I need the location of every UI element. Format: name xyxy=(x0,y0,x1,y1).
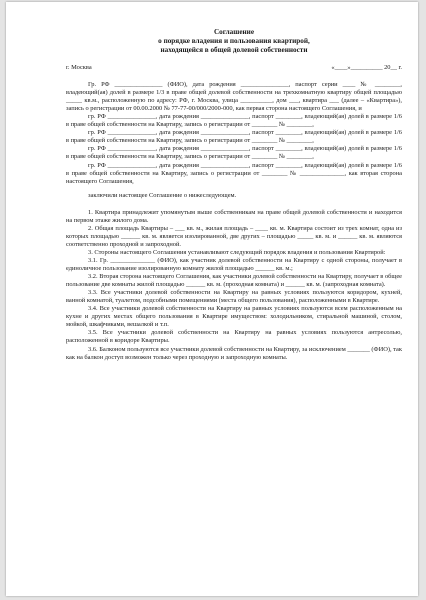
clause-3-5: 3.5. Все участники долевой собственности на Квартиру на равных условиях пользуются антресолью, расположенной в коридоре Квартиры. xyxy=(66,329,402,345)
place-date-line xyxy=(66,64,402,72)
clause-3-6: 3.6. Балконом пользуются все участники долевой собственности на Квартиру, за исключением _______ (ФИО), так как на балкон доступ возможен только через проходную и запроходную комнаты. xyxy=(66,345,402,361)
party-two-paragraph-2: гр. РФ _______________, дата рождения _______________, паспорт ________, владеющий(ая) долей в размере 1/6 в праве общей собственности на Квартиру, запись о регистрации от ________ № ________, xyxy=(66,129,402,145)
party-two-paragraph-4: гр. РФ _______________, дата рождения _______________, паспорт ________, владеющий(ая) долей в размере 1/6 в праве общей собственности на Квартиру, запись о регистрации от ________ № ______________, как вторая сторона настоящего Соглашения, xyxy=(66,161,402,185)
agreement-date: «____»__________ 20__ г. xyxy=(331,64,402,71)
party-two-paragraph-3: гр. РФ _______________, дата рождения _______________, паспорт ________, владеющий(ая) долей в размере 1/6 в праве общей собственности на Квартиру, запись о регистрации от ________ № ________, xyxy=(66,145,402,161)
document-page xyxy=(6,2,418,596)
clause-1: 1. Квартира принадлежит упомянутым выше собственникам на праве общей долевой собственности и находится на первом этаже жилого дома. xyxy=(66,208,402,224)
clause-3-1: 3.1. Гр. ______________ (ФИО), как участник долевой собственности на Квартиру с одной стороны, получает в единоличное пользование изолированную комнату жилой площадью ______ кв. м.; xyxy=(66,256,402,273)
clause-2: 2. Общая площадь Квартиры – ___ кв. м., жилая площадь – ____ кв. м. Квартира состоит из трех комнат, одна из которых площадью ______ кв. м. является изолированной, две других – площадью _____ кв. м. и ______ кв. м. являются соответственно проходной и запроходной. xyxy=(66,224,402,248)
party-one-paragraph: Гр. РФ _______________ (ФИО), дата рождения _______________, паспорт серии ____ № ________, владеющий(ая) долей в размере 1/3 в праве общей долевой собственности на трехкомнатную квартиру общей площадью _____ кв.м., расположенную по адресу: РФ, г. Москва, улица __________, дом ___, квартира ___ (далее – «Квартира»), запись о регистрации от 00.00.2000 № 77-77-00/000/2000-000, как первая сторона настоящего Соглашения, и xyxy=(66,81,402,113)
clause-3-2: 3.2. Вторая сторона настоящего Соглашения, как участники долевой собственности на Квартиру, получает в общее пользование две комнаты жилой площадью ______ кв. м. (проходная комната) и ______ кв. м. (запроходная комната). xyxy=(66,273,402,289)
clause-3-3: 3.3. Все участники долевой собственности на Квартиру на равных условиях пользуются коридором, кухней, ванной комнатой, туалетом, подсобными помещениями (места общего пользования), расположенными в Квартире. xyxy=(66,289,402,305)
party-two-paragraph-1: гр. РФ _______________, дата рождения _______________, паспорт ________, владеющий(ая) долей в размере 1/6 в праве общей собственности на Квартиру, запись о регистрации от ________ № ________, xyxy=(66,113,402,129)
clause-3-4: 3.4. Все участники долевой собственности на Квартиру на равных условиях пользуются всем расположенным на кухне и других местах общего пользования в Квартире имуществом: холодильником, стиральной машиной, столом, мойкой, шкафчиками, вешалкой и т.п. xyxy=(66,305,402,329)
agreement-intro: заключили настоящее Соглашение о нижеследующем. xyxy=(88,191,237,199)
clause-3: 3. Стороны настоящего Соглашения устанавливают следующий порядок владения и пользования Квартирой: xyxy=(88,248,386,256)
document-content xyxy=(66,28,402,362)
city: г. Москва xyxy=(66,64,92,71)
document-subtitle-2: находящейся в общей долевой собственности xyxy=(160,46,308,54)
document-subtitle: о порядке владения и пользования квартирой, xyxy=(158,37,310,45)
document-title: Соглашение xyxy=(213,28,255,36)
